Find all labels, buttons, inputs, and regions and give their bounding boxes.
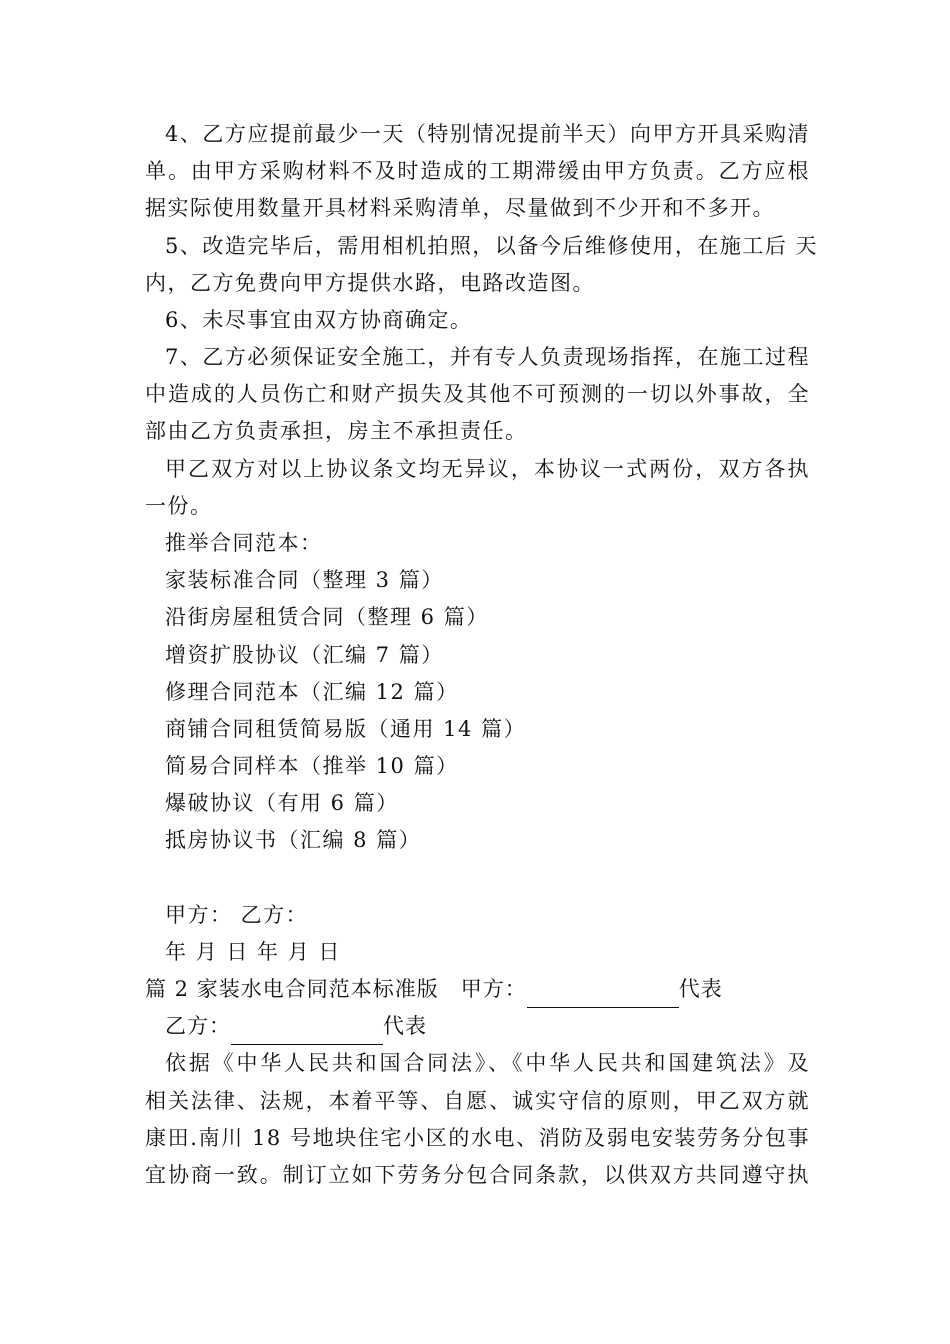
recommended-item: 修理合同范本（汇编 12 篇） xyxy=(165,680,459,704)
recommended-item: 商铺合同租赁简易版（通用 14 篇） xyxy=(165,717,527,741)
clause-4-line-1: 4、乙方应提前最少一天（特别情况提前半天）向甲方开具采购清 xyxy=(165,122,810,146)
party-a-suffix: 代表 xyxy=(678,977,723,1001)
party-a-blank xyxy=(527,981,679,1008)
body-2-line-2: 相关法律、法规，本着平等、自愿、诚实守信的原则，甲乙双方就 xyxy=(145,1089,810,1113)
party-b-blank xyxy=(231,1018,383,1045)
clause-5-line-2: 内，乙方免费向甲方提供水路，电路改造图。 xyxy=(145,271,595,295)
clause-7-line-1: 7、乙方必须保证安全施工，并有专人负责现场指挥，在施工过程 xyxy=(165,345,810,369)
body-2-line-1: 依据《中华人民共和国合同法》、《中华人民共和国建筑法》及 xyxy=(165,1051,810,1075)
section-2-header xyxy=(145,971,810,1008)
section-2-title: 篇 2 家装水电合同范本标准版 xyxy=(145,977,439,1001)
recommended-heading: 推举合同范本： xyxy=(165,531,323,555)
clause-5-line-1: 5、改造完毕后，需用相机拍照，以备今后维修使用，在施工后 天 xyxy=(165,234,819,258)
party-a-label: 甲方： xyxy=(460,977,527,1001)
clause-7-line-2: 中造成的人员伤亡和财产损失及其他不可预测的一切以外事故，全 xyxy=(145,382,810,406)
recommended-item: 家装标准合同（整理 3 篇） xyxy=(165,568,444,592)
recommended-item: 简易合同样本（推举 10 篇） xyxy=(165,754,459,778)
recommended-item: 抵房协议书（汇编 8 篇） xyxy=(165,828,422,852)
clause-4-line-3: 据实际使用数量开具材料采购清单，尽量做到不少开和不多开。 xyxy=(145,196,775,220)
party-b-label: 乙方： xyxy=(165,1014,231,1038)
signature-parties: 甲方： 乙方： xyxy=(165,903,309,927)
agreement-line-2: 一份。 xyxy=(145,494,213,518)
recommended-item: 增资扩股协议（汇编 7 篇） xyxy=(165,643,444,667)
clause-6: 6、未尽事宜由双方协商确定。 xyxy=(165,308,473,332)
body-2-line-4: 宜协商一致。制订立如下劳务分包合同条款，以供双方共同遵守执 xyxy=(145,1163,810,1187)
body-2-line-3: 康田.南川 18 号地块住宅小区的水电、消防及弱电安装劳务分包事 xyxy=(145,1126,810,1150)
party-b-suffix: 代表 xyxy=(383,1014,427,1038)
clause-4-line-2: 单。由甲方采购材料不及时造成的工期滞缓由甲方负责。乙方应根 xyxy=(145,159,810,183)
clause-7-line-3: 部由乙方负责承担，房主不承担责任。 xyxy=(145,419,528,443)
party-b-line xyxy=(165,1008,810,1045)
recommended-item: 沿街房屋租赁合同（整理 6 篇） xyxy=(165,605,489,629)
signature-dates: 年 月 日 年 月 日 xyxy=(165,940,341,964)
agreement-line-1: 甲乙双方对以上协议条文均无异议，本协议一式两份，双方各执 xyxy=(165,457,810,481)
recommended-item: 爆破协议（有用 6 篇） xyxy=(165,791,399,815)
